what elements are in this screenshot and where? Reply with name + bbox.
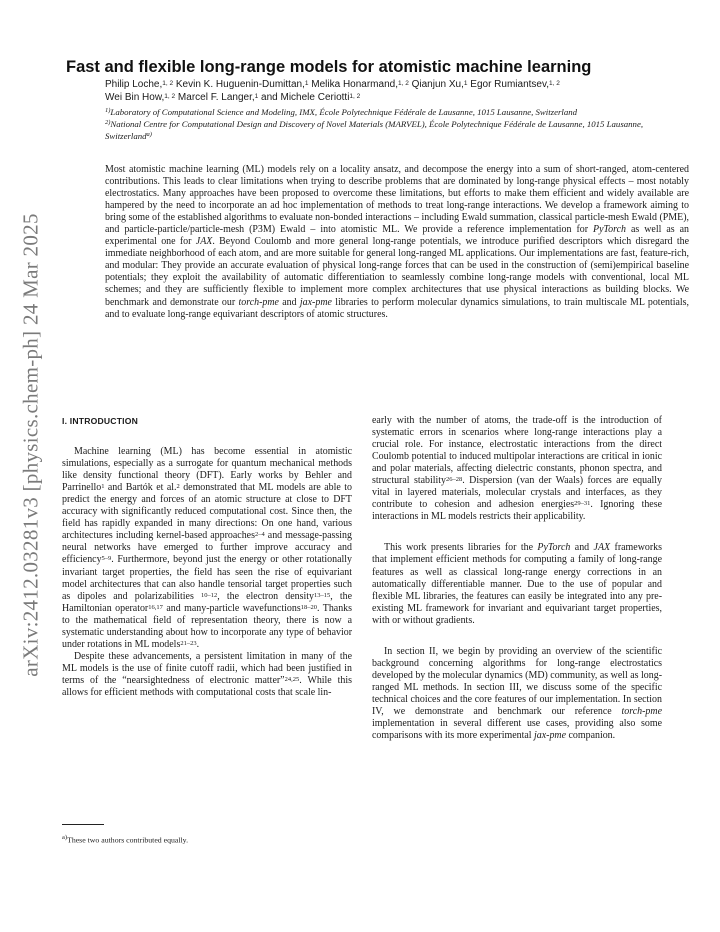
right-column: [372, 415, 662, 742]
footnote-divider: [62, 824, 104, 825]
affiliation-2: $^{2)}$National Centre for Computational Design and Discovery of Novel Materials (MARVEL), École Polytechnique Fédérale de Lausanne, 1015 Lausanne, Switzerland$^{a)}$: [105, 119, 644, 141]
author: Qianjun Xu,$^1$: [411, 79, 468, 90]
intro-paragraph-3: early with the number of atoms, the trade-off is the introduction of systematic errors in scenarios where long-range interactions play a crucial role. For instance, electrostatic interactions from the direct Coulomb potential to induced multipolar interactions are critical in ionic and polar materials, affecting dielectric constants, phonon spectra, and structural stability$^{26-28}$. Dispersion (van der Waals) forces are equally vital in layered materials, molecular crystals and interfaces, as they contribute to cohesion and adhesion energies$^{29-31}$. Ignoring these interactions in ML models restricts their applicability.: [372, 415, 662, 523]
author: Wei Bin How,$^{1, 2}$: [105, 91, 176, 103]
affiliations: [105, 106, 685, 142]
footnote: $^{a)}$These two authors contributed equally.: [62, 834, 189, 845]
author: Melika Honarmand,$^{1, 2}$: [311, 79, 409, 90]
paper-title: Fast and flexible long-range models for atomistic machine learning: [66, 58, 592, 76]
abstract: Most atomistic machine learning (ML) models rely on a locality ansatz, and decompose the energy into a sum of short-ranged, atom-centered contributions. This leads to clear limitations when trying to describe problems that are dominated by long-range physical effects – most notably electrostatics. Many approaches have been proposed to overcome these limitations, but efforts to make them efficient and widely available are hampered by the need to incorporate an ad hoc implementation of methods to treat long-range interactions. We develop a framework aiming to bring some of the established algorithms to evaluate non-bonded interactions – including Ewald summation, classical particle-mesh Ewald (PME), and particle-particle/particle-mesh (P3M) Ewald – into atomistic ML. We provide a reference implementation for PyTorch as well as an experimental one for JAX. Beyond Coulomb and more general long-range potentials, we introduce purified descriptors which disregard the immediate neighborhood of each atom, and are more suitable for general long-ranged ML applications. Our implementations are fast, feature-rich, and modular: They provide an accurate evaluation of physical long-range forces that can be used in the construction of (semi)empirical baseline potentials; they exploit the availability of automatic differentiation to seamlessly combine long-range models with conventional, local ML schemes; and they are sufficiently flexible to implement more complex architectures that use physical interactions as building blocks. We benchmark and demonstrate our torch-pme and jax-pme libraries to perform molecular dynamics simulations, to train multiscale ML potentials, and to evaluate long-range equivariant descriptors of atomic structures.: [105, 164, 690, 320]
author: Egor Rumiantsev,$^{1, 2}$: [470, 79, 560, 90]
intro-paragraph-2: Despite these advancements, a persistent limitation in many of the ML models is the use of finite cutoff radii, which had been justified in terms of the “nearsightedness of electronic matter”$^{24,25}$. While this allows for efficient methods with computational costs that scale lin-: [62, 650, 352, 698]
section-heading-introduction: I. INTRODUCTION: [62, 416, 139, 426]
left-column: [62, 415, 352, 699]
arxiv-sidebar-stamp: [14, 0, 48, 932]
author: Kevin K. Huguenin-Dumittan,$^1$: [175, 79, 309, 90]
intro-paragraph-5: In section II, we begin by providing an overview of the scientific background concerning algorithms for long-range electrostatics developed by the molecular dynamics (MD) community, as well as long-ranged ML methods. In section III, we discuss some of the specific technical choices and the core features of our implementation. In section IV, we demonstrate and benchmark our reference torch-pme implementation in several different use cases, providing also some comparisons with its more experimental jax-pme companion.: [372, 645, 662, 742]
author: and Michele Ceriotti$^{1, 2}$: [261, 91, 361, 103]
author: Marcel F. Langer,$^1$: [177, 91, 259, 103]
intro-paragraph-1: Machine learning (ML) has become essential in atomistic simulations, especially as a surrogate for quantum mechanical methods like density functional theory (DFT). Early works by Behler and Parrinello$^1$ and Bartók et al.$^2$ demonstrated that ML models are able to predict the energy and forces of an atomic structure at close to DFT accuracy with significantly reduced computational cost. Since then, the field has rapidly expanded in many directions: On one hand, various architectures including kernel-based approaches$^{2-4}$ and message-passing neural networks have emerged to further improve accuracy and efficiency$^{5-9}$. Furthermore, beyond just the energy or other rotationally invariant target properties, the field has seen the rise of equivariant model architectures that can also handle tensorial target properties such as dipoles and polarizabilities $^{10-12}$, the electron density$^{13-15}$, the Hamiltonian operator$^{16,17}$ and many-particle wavefunctions$^{18-20}$. Thanks to the mathematical field of representation theory, there is now a systematic understanding about how to incorporate any type of behavior under rotations in ML models$^{21-23}$.: [62, 446, 353, 650]
affiliation-1: $^{1)}$Laboratory of Computational Science and Modeling, IMX, École Polytechnique Fédérale de Lausanne, 1015 Lausanne, Switzerland: [105, 107, 578, 117]
author-list: [105, 79, 685, 104]
author: Philip Loche,$^{1, 2}$: [105, 79, 174, 90]
arxiv-identifier: arXiv:2412.03281v3 [physics.chem-ph] 24 Mar 2025: [18, 213, 43, 677]
intro-paragraph-4: This work presents libraries for the PyTorch and JAX frameworks that implement efficient methods for computing a family of long-range features as well as classical long-range energy corrections in an automatically differentiable manner. Due to the use of popular and flexible ML libraries, the features can easily be integrated into any pre-existing ML framework for invariant and equivariant target properties, with or without gradients.: [372, 542, 662, 626]
